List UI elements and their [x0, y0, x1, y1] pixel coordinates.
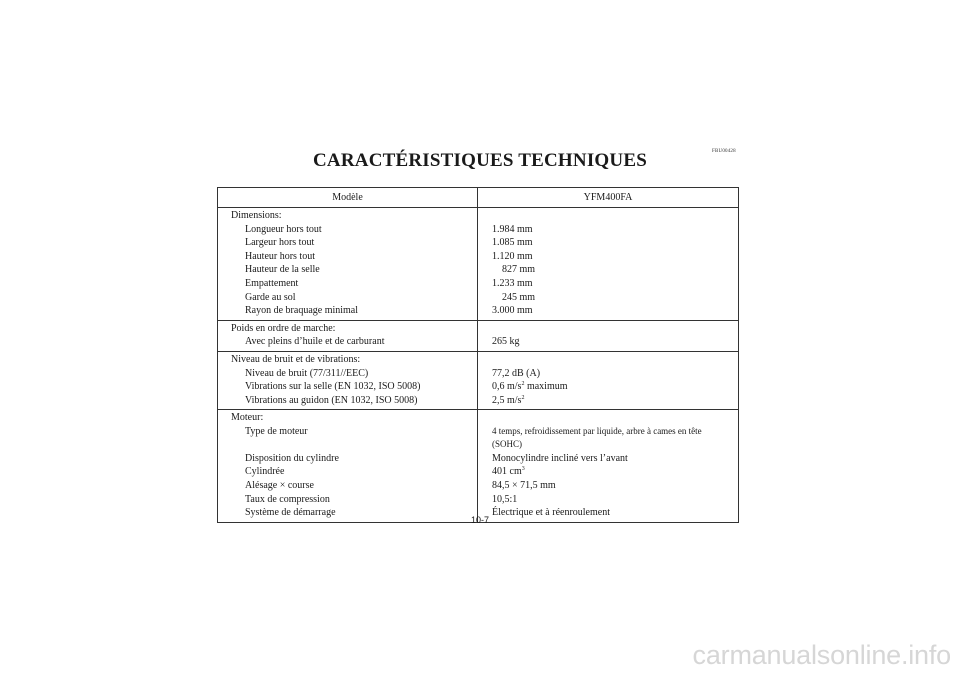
- spec-value: [478, 465, 739, 479]
- document-code: FBU00428: [712, 149, 736, 154]
- spec-value: Électrique et à réenroulement: [492, 507, 610, 519]
- spec-label: Longueur hors tout: [218, 223, 478, 237]
- table-row: [218, 367, 739, 381]
- table-header-row: [218, 188, 739, 208]
- spec-value: [478, 394, 739, 410]
- spec-value: 10,5:1: [492, 493, 518, 505]
- spec-value: 4 temps, refroidissement par liquide, arbre à cames en tête (SOHC): [492, 425, 702, 450]
- table-row: [218, 250, 739, 264]
- page-number: 10-7: [470, 515, 489, 525]
- section-dimensions: [218, 208, 739, 321]
- spec-value: [478, 291, 739, 305]
- spec-value-text: 2,5 m/s: [492, 394, 522, 406]
- section-heading: Niveau de bruit et de vibrations:: [218, 351, 478, 366]
- spec-label: Garde au sol: [218, 291, 478, 305]
- superscript: 2: [521, 381, 525, 388]
- spec-value: 77,2 dB (A): [492, 367, 541, 379]
- spec-label: Rayon de braquage minimal: [218, 304, 478, 320]
- table-row: [218, 493, 739, 507]
- spec-value: [478, 380, 739, 394]
- spec-label: Empattement: [218, 277, 478, 291]
- spec-value: 265 kg: [492, 336, 520, 348]
- header-model: Modèle: [218, 188, 478, 208]
- table-row: [218, 452, 739, 466]
- spec-label: Cylindrée: [218, 465, 478, 479]
- spec-value: 1.984 mm: [492, 223, 533, 235]
- spec-label: Avec pleins d’huile et de carburant: [218, 335, 478, 351]
- spec-label: Disposition du cylindre: [218, 452, 478, 466]
- spec-label: Hauteur hors tout: [218, 250, 478, 264]
- table-row: [218, 263, 739, 277]
- spec-value: [478, 263, 739, 277]
- section-heading: Moteur:: [218, 410, 478, 425]
- section-heading-row: [218, 208, 739, 223]
- spec-label: Vibrations sur la selle (EN 1032, ISO 5008): [218, 380, 478, 394]
- superscript: 3: [521, 466, 525, 473]
- section-engine: [218, 410, 739, 522]
- spec-value-text: 0,6 m/s: [492, 381, 522, 393]
- spec-value-suffix: maximum: [524, 381, 568, 393]
- page-title: CARACTÉRISTIQUES TECHNIQUES: [313, 150, 647, 171]
- spec-label: Alésage × course: [218, 479, 478, 493]
- spec-label: Largeur hors tout: [218, 236, 478, 250]
- table-row: [218, 465, 739, 479]
- spec-label: Système de démarrage: [218, 506, 478, 522]
- table-row: [218, 394, 739, 410]
- section-noise-vibration: [218, 351, 739, 409]
- spec-value: 3.000 mm: [492, 305, 533, 317]
- section-heading-row: [218, 351, 739, 366]
- spec-value: 1.233 mm: [492, 277, 533, 289]
- spec-label: Taux de compression: [218, 493, 478, 507]
- spec-value-text: 245 mm: [502, 291, 536, 303]
- header-model-name: YFM400FA: [478, 188, 739, 208]
- spec-value: Monocylindre incliné vers l’avant: [492, 452, 628, 464]
- spec-value: 1.085 mm: [492, 237, 533, 249]
- table-row: [218, 380, 739, 394]
- section-weight: [218, 320, 739, 351]
- section-heading: Dimensions:: [218, 208, 478, 223]
- table-row: [218, 223, 739, 237]
- section-heading-row: [218, 320, 739, 335]
- section-heading: Poids en ordre de marche:: [218, 320, 478, 335]
- watermark: carmanualsonline.info: [692, 640, 951, 670]
- spec-label: Hauteur de la selle: [218, 263, 478, 277]
- table-row: [218, 277, 739, 291]
- table-row: [218, 479, 739, 493]
- spec-value: 84,5 × 71,5 mm: [492, 479, 556, 491]
- spec-value-text: 401 cm: [492, 466, 522, 478]
- superscript: 2: [521, 394, 525, 401]
- spec-label: Niveau de bruit (77/311//EEC): [218, 367, 478, 381]
- table-row: [218, 335, 739, 351]
- table-row: [218, 236, 739, 250]
- spec-value: 1.120 mm: [492, 250, 533, 262]
- spec-value-text: 827 mm: [502, 264, 536, 276]
- table-row: [218, 291, 739, 305]
- spec-label: Type de moteur: [218, 425, 478, 452]
- table-row: [218, 304, 739, 320]
- spec-label: Vibrations au guidon (EN 1032, ISO 5008): [218, 394, 478, 410]
- section-heading-row: [218, 410, 739, 425]
- table-row: [218, 425, 739, 452]
- specifications-table: [217, 187, 739, 523]
